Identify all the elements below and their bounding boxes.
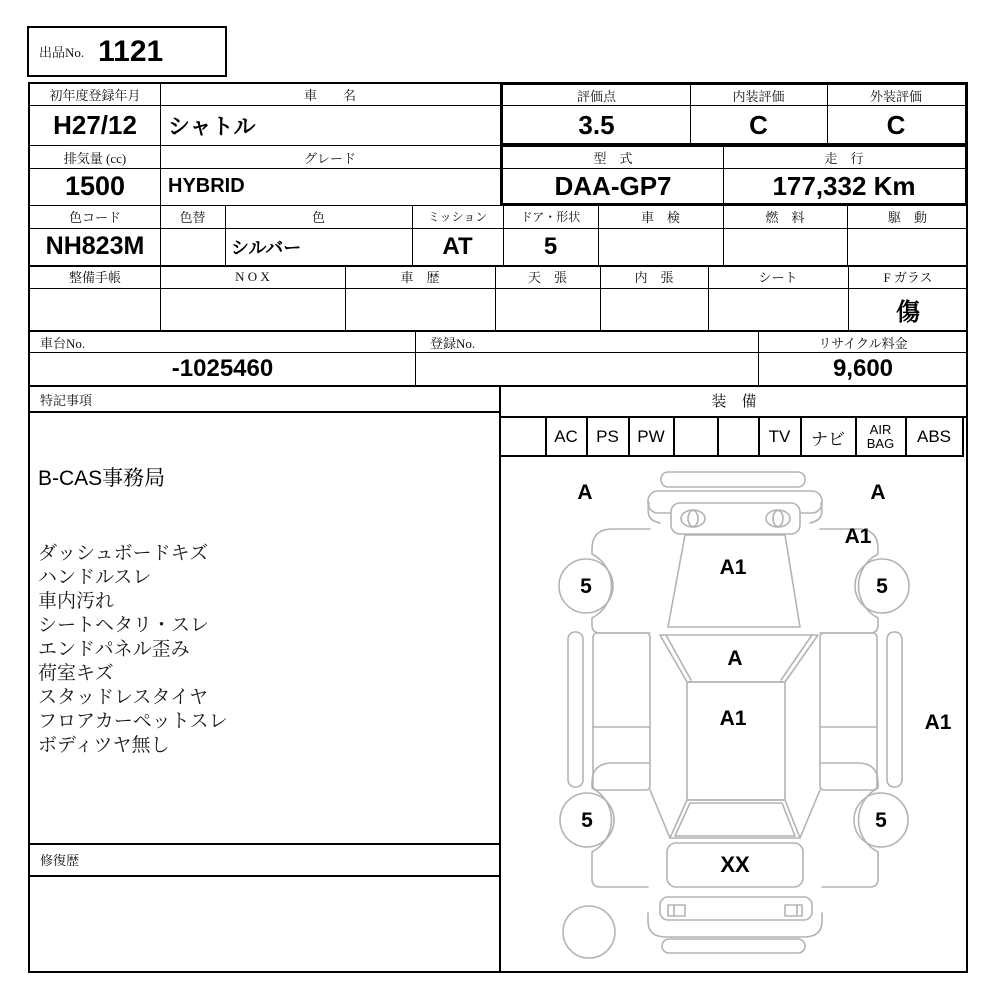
drive-label: 駆 動 — [887, 210, 927, 225]
inspection-label: 車 検 — [640, 210, 680, 225]
color-change-label: 色替 — [179, 210, 206, 225]
exterior-grade-value: C — [886, 109, 906, 140]
recycle-fee-value: 9,600 — [832, 354, 894, 382]
nox-label: N O X — [235, 268, 270, 284]
fender-rear-right — [820, 763, 878, 887]
interior-grade-value: C — [749, 109, 768, 140]
doors-left — [593, 633, 650, 790]
note-item: ハンドルスレ — [38, 567, 152, 588]
rear-bumper-strip — [662, 939, 805, 953]
displacement-label: 排気量 (cc) — [63, 150, 127, 166]
notes-list — [38, 542, 458, 758]
notes-label: 特記事項 — [40, 392, 93, 408]
fender-front-left — [592, 529, 650, 633]
doors-label: ドア・形状 — [520, 210, 581, 224]
note-item: ダッシュボードキズ — [38, 543, 209, 564]
fender-rear-left — [592, 763, 650, 887]
car-name-label: 車 名 — [303, 87, 356, 103]
chassis-no-label: 車台No. — [40, 335, 86, 351]
note-item: 車内汚れ — [38, 591, 115, 612]
front-glass-label: F ガラス — [883, 270, 933, 285]
repair-history-label: 修復歴 — [40, 852, 80, 868]
car-name-value: シャトル — [168, 113, 256, 139]
roof — [687, 682, 785, 800]
exterior-grade-label: 外装評価 — [869, 88, 922, 104]
panel-mark-right-side-a1: A1 — [924, 711, 952, 734]
hood — [668, 535, 800, 627]
grade-label: グレード — [303, 150, 356, 166]
interior-grade-label: 内装評価 — [732, 88, 785, 104]
fuel-label: 燃 料 — [765, 210, 805, 225]
wheel-mark-rear-right: 5 — [875, 809, 887, 832]
wheel-mark-front-left: 5 — [580, 575, 592, 598]
first-registration-value: H27/12 — [53, 109, 137, 140]
equipment-cell-ps: PS — [596, 427, 619, 446]
color-label: 色 — [311, 210, 325, 225]
chassis-no-value: -1025460 — [171, 354, 274, 382]
transmission-value: AT — [442, 232, 473, 260]
spare-tire — [563, 906, 615, 958]
notes-lead: B-CAS事務局 — [38, 467, 166, 490]
first-registration-label: 初年度登録年月 — [49, 87, 141, 103]
transmission-label: ミッション — [427, 210, 488, 224]
equipment-cell-abs: ABS — [916, 427, 952, 446]
note-item: シートヘタリ・スレ — [38, 615, 210, 636]
model-code-value: DAA-GP7 — [554, 170, 672, 201]
wheel-mark-front-right: 5 — [876, 575, 888, 598]
panel-mark-roof: A1 — [719, 707, 747, 730]
score-value: 3.5 — [578, 109, 615, 140]
grade-value: HYBRID — [168, 174, 245, 197]
doors-right — [820, 633, 877, 790]
panel-mark-front-left-fender: A — [577, 481, 593, 504]
front-glass-value: 傷 — [896, 299, 920, 326]
note-item: フロアカーペットスレ — [38, 711, 228, 732]
registration-no-label: 登録No. — [430, 335, 476, 351]
headlight-right-icon — [766, 510, 790, 527]
note-item: エンドパネル歪み — [38, 639, 190, 660]
history-label: 車 歴 — [400, 270, 440, 285]
headliner-label: 天 張 — [527, 270, 567, 285]
mileage-label: 走 行 — [824, 150, 864, 166]
side-glass-left — [568, 632, 583, 787]
wheel-mark-rear-left: 5 — [581, 809, 593, 832]
model-code-label: 型 式 — [593, 150, 633, 166]
headlight-left-icon — [681, 510, 705, 527]
panel-mark-windshield: A — [727, 647, 743, 670]
score-label: 評価点 — [576, 88, 616, 104]
panel-mark-right-fender-a1: A1 — [844, 525, 872, 548]
equipment-cell-navi: ナビ — [811, 429, 845, 449]
color-code-label: 色コード — [68, 210, 121, 225]
license-bracket-left — [668, 905, 685, 916]
license-bracket-right — [785, 905, 802, 916]
mileage-value: 177,332 Km — [772, 170, 916, 201]
recycle-fee-label: リサイクル料金 — [818, 335, 908, 351]
panel-mark-hood: A1 — [719, 556, 747, 579]
panel-mark-front-right-fender: A — [870, 481, 886, 504]
panel-mark-rear-panel: XX — [720, 852, 750, 877]
equipment-cell-ac: AC — [554, 427, 578, 446]
displacement-value: 1500 — [64, 170, 126, 201]
front-bumper-strip — [661, 472, 805, 487]
lot-number-label: 出品No. — [39, 45, 85, 60]
equipment-cell-tv: TV — [768, 427, 791, 446]
side-glass-right — [887, 632, 902, 787]
note-item: 荷室キズ — [38, 663, 114, 684]
note-item: ボディツヤ無し — [38, 735, 170, 756]
lot-number-box — [27, 26, 227, 77]
color-code-value: NH823M — [45, 232, 145, 260]
equipment-cell-pw: PW — [637, 427, 665, 446]
seat-label: シート — [758, 270, 798, 285]
service-book-label: 整備手帳 — [68, 270, 121, 285]
doors-value: 5 — [543, 232, 558, 260]
car-damage-diagram — [500, 457, 968, 973]
door-trim-label: 内 張 — [634, 270, 674, 285]
equipment-label: 装 備 — [711, 394, 757, 410]
lot-number-value: 1121 — [98, 34, 164, 68]
equipment-cell-airbag: AIR BAG — [866, 422, 895, 451]
color-value: シルバー — [231, 237, 302, 258]
note-item: スタッドレスタイヤ — [38, 687, 209, 708]
